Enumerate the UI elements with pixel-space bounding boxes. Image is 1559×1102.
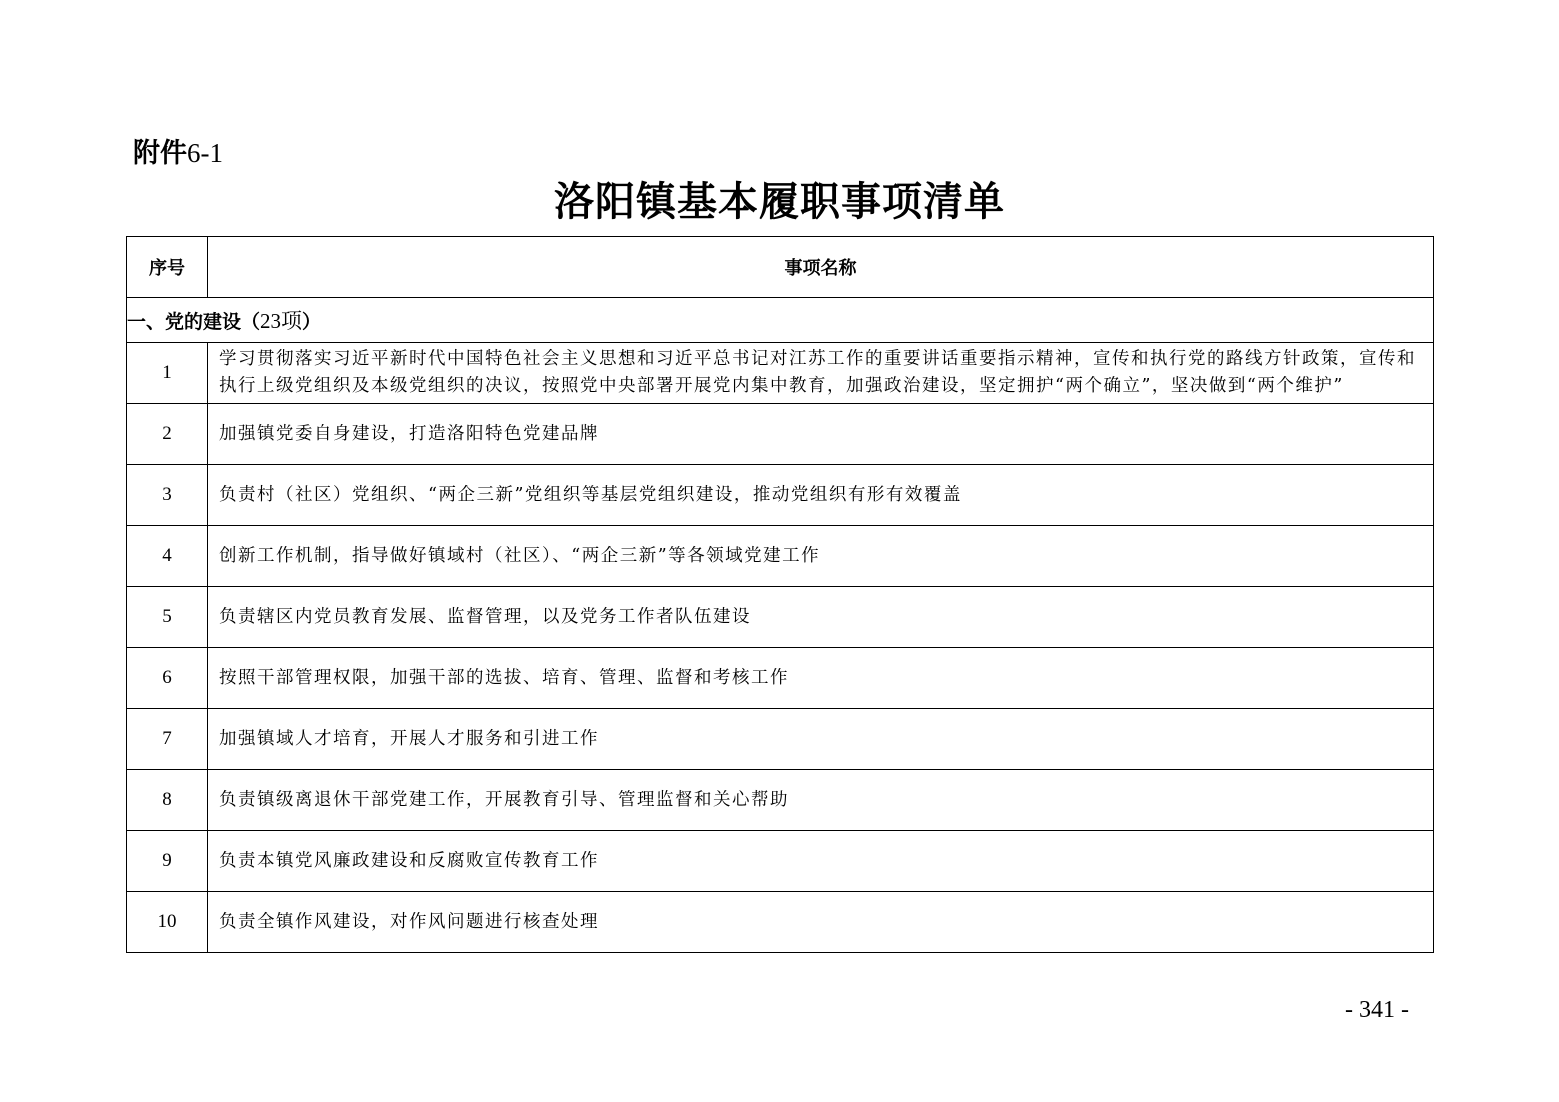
header-serial-number: 序号 <box>127 237 208 298</box>
table-row <box>127 526 1434 587</box>
table-row <box>127 770 1434 831</box>
table-row <box>127 648 1434 709</box>
table-row <box>127 587 1434 648</box>
row-number: 2 <box>127 404 208 465</box>
attachment-text: 附件 <box>133 138 187 169</box>
attachment-label <box>133 136 223 171</box>
table-row <box>127 404 1434 465</box>
row-item-name: 负责本镇党风廉政建设和反腐败宣传教育工作 <box>208 831 1434 892</box>
section-count: 23项 <box>260 309 303 333</box>
row-number: 3 <box>127 465 208 526</box>
row-item-name: 按照干部管理权限，加强干部的选拔、培育、管理、监督和考核工作 <box>208 648 1434 709</box>
row-item-name: 负责村（社区）党组织、“两企三新”党组织等基层党组织建设，推动党组织有形有效覆盖 <box>208 465 1434 526</box>
table-row <box>127 343 1434 404</box>
row-item-name: 创新工作机制，指导做好镇域村（社区）、“两企三新”等各领域党建工作 <box>208 526 1434 587</box>
section-title: 一、党的建设（ <box>127 311 261 333</box>
row-item-name: 负责全镇作风建设，对作风问题进行核查处理 <box>208 892 1434 953</box>
duty-items-table <box>126 236 1434 953</box>
row-number: 1 <box>127 343 208 404</box>
header-item-name: 事项名称 <box>208 237 1434 298</box>
row-number: 7 <box>127 709 208 770</box>
section-heading <box>127 298 1434 343</box>
row-number: 5 <box>127 587 208 648</box>
row-item-name: 负责辖区内党员教育发展、监督管理，以及党务工作者队伍建设 <box>208 587 1434 648</box>
row-number: 10 <box>127 892 208 953</box>
row-item-name: 加强镇域人才培育，开展人才服务和引进工作 <box>208 709 1434 770</box>
section-close: ） <box>302 311 322 333</box>
row-number: 9 <box>127 831 208 892</box>
attachment-number: 6-1 <box>187 138 223 168</box>
section-row-party-building <box>127 298 1434 343</box>
row-number: 6 <box>127 648 208 709</box>
row-item-name: 负责镇级离退休干部党建工作，开展教育引导、管理监督和关心帮助 <box>208 770 1434 831</box>
row-item-name: 学习贯彻落实习近平新时代中国特色社会主义思想和习近平总书记对江苏工作的重要讲话重要指示精神，宣传和执行党的路线方针政策，宣传和执行上级党组织及本级党组织的决议，按照党中央部署开展党内集中教育，加强政治建设，坚定拥护“两个确立”，坚决做到“两个维护” <box>208 343 1434 404</box>
row-number: 8 <box>127 770 208 831</box>
table-row <box>127 892 1434 953</box>
document-title: 洛阳镇基本履职事项清单 <box>554 178 1005 225</box>
row-item-name: 加强镇党委自身建设，打造洛阳特色党建品牌 <box>208 404 1434 465</box>
table-row <box>127 465 1434 526</box>
page-number: - 341 - <box>1345 997 1409 1023</box>
table-header-row <box>127 237 1434 298</box>
row-number: 4 <box>127 526 208 587</box>
table-row <box>127 709 1434 770</box>
table-row <box>127 831 1434 892</box>
